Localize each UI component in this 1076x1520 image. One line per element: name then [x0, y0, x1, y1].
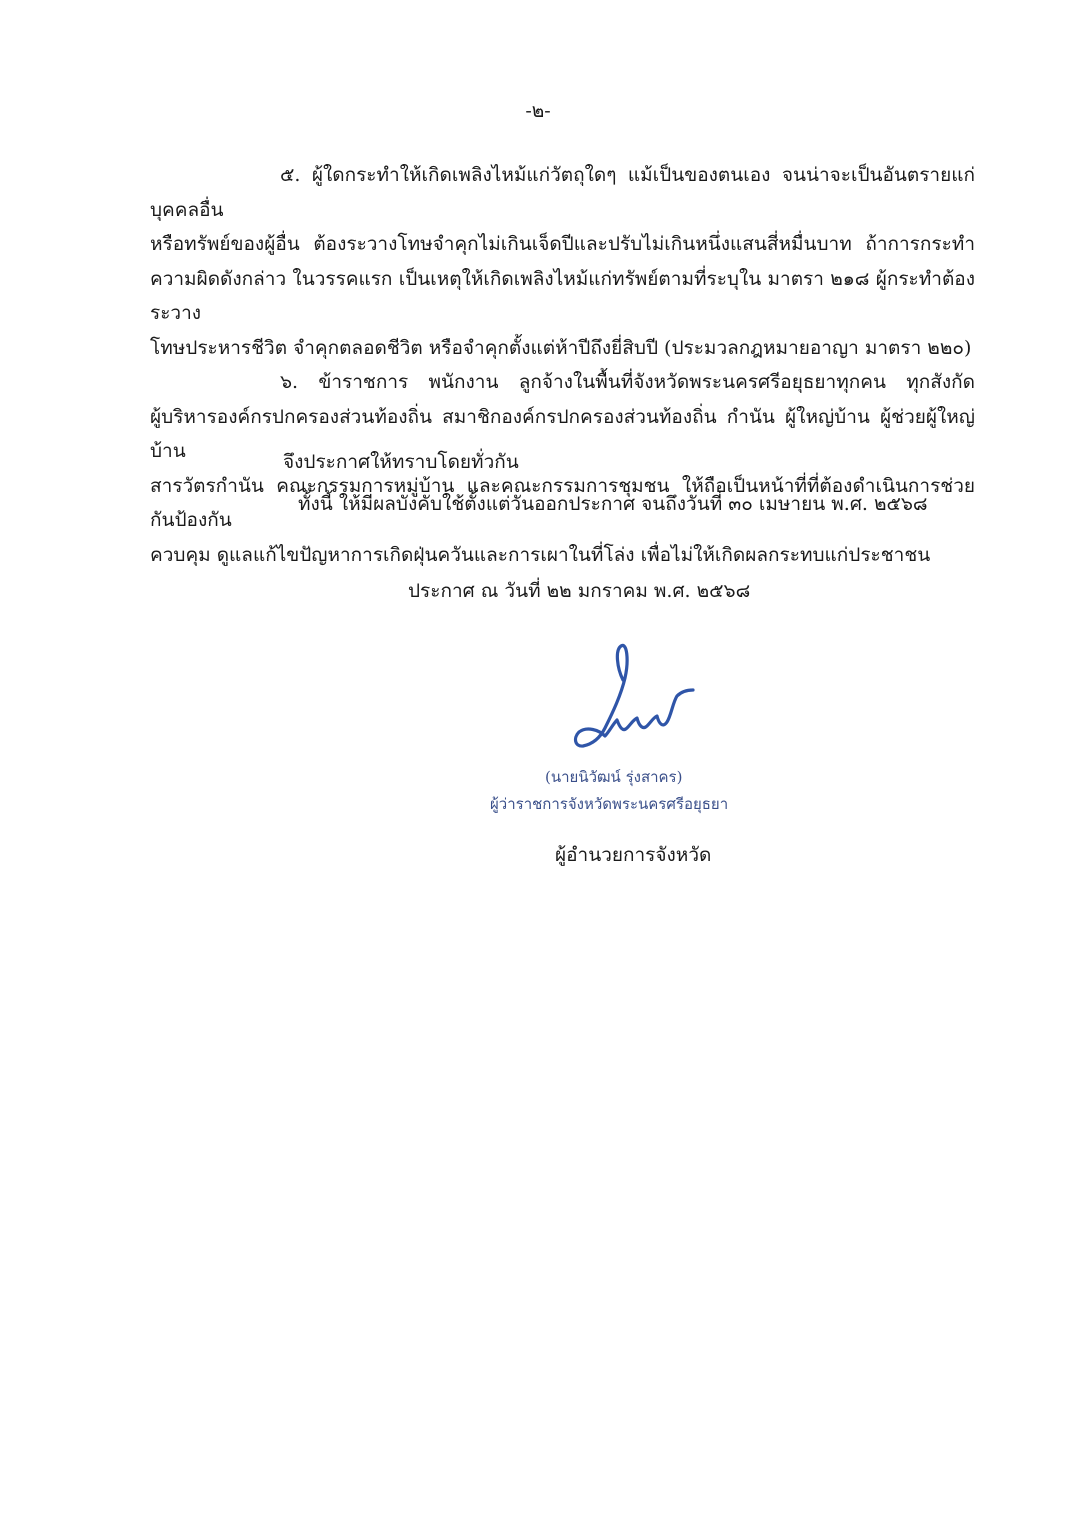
announcement-date: ประกาศ ณ วันที่ ๒๒ มกราคม พ.ศ. ๒๕๖๘: [408, 580, 751, 602]
stamp-signer-position: ผู้ว่าราชการจังหวัดพระนครศรีอยุธยา: [490, 795, 729, 813]
effective-period: ทั้งนี้ ให้มีผลบังคับใช้ตั้งแต่วันออกประกาศ จนถึงวันที่ ๓๐ เมษายน พ.ศ. ๒๕๖๘: [298, 493, 928, 515]
clause-6: [150, 365, 975, 572]
clause-6-line: ๖. ข้าราชการ พนักงาน ลูกจ้างในพื้นที่จังหวัดพระนครศรีอยุธยาทุกคน ทุกสังกัด: [280, 371, 975, 393]
page-number: -๒-: [525, 100, 551, 122]
clause-5-line: ๕. ผู้ใดกระทำให้เกิดเพลิงไหม้แก่วัตถุใดๆ แม้เป็นของตนเอง จนน่าจะเป็นอันตรายแก่บุคคลอื่น: [150, 164, 975, 221]
signature-stroke: [576, 645, 693, 746]
clause-5-line: โทษประหารชีวิต จำคุกตลอดชีวิต หรือจำคุกตั้งแต่ห้าปีถึงยี่สิบปี (ประมวลกฎหมายอาญา มาตรา ๒๒๐): [150, 336, 972, 359]
announcement-statement: จึงประกาศให้ทราบโดยทั่วกัน: [283, 451, 519, 473]
clause-6-line: สารวัตรกำนัน คณะกรรมการหมู่บ้าน และคณะกรรมการชุมชน ให้ถือเป็นหน้าที่ที่ต้องดำเนินการช่วยกันป้องกัน: [150, 474, 975, 531]
clause-6-line: ควบคุม ดูแลแก้ไขปัญหาการเกิดฝุ่นควันและการเผาในที่โล่ง เพื่อไม่ให้เกิดผลกระทบแก่ประชาชน: [150, 543, 931, 566]
clause-6-line: ผู้บริหารองค์กรปกครองส่วนท้องถิ่น สมาชิกองค์กรปกครองส่วนท้องถิ่น กำนัน ผู้ใหญ่บ้าน ผู้ช่วยผู้ใหญ่บ้าน: [150, 405, 975, 462]
handwritten-signature: [565, 640, 705, 755]
clause-5-line: ความผิดดังกล่าว ในวรรคแรก เป็นเหตุให้เกิดเพลิงไหม้แก่ทรัพย์ตามที่ระบุใน มาตรา ๒๑๘ ผู้กระทำต้องระวาง: [150, 267, 975, 324]
signer-role: ผู้อำนวยการจังหวัด: [555, 844, 712, 866]
clause-5: [150, 158, 975, 365]
stamp-signer-name: (นายนิวัฒน์ รุ่งสาคร): [545, 768, 683, 786]
clause-5-line: หรือทรัพย์ของผู้อื่น ต้องระวางโทษจำคุกไม่เกินเจ็ดปีและปรับไม่เกินหนึ่งแสนสี่หมื่นบาท ถ้าการกระทำ: [150, 233, 975, 255]
